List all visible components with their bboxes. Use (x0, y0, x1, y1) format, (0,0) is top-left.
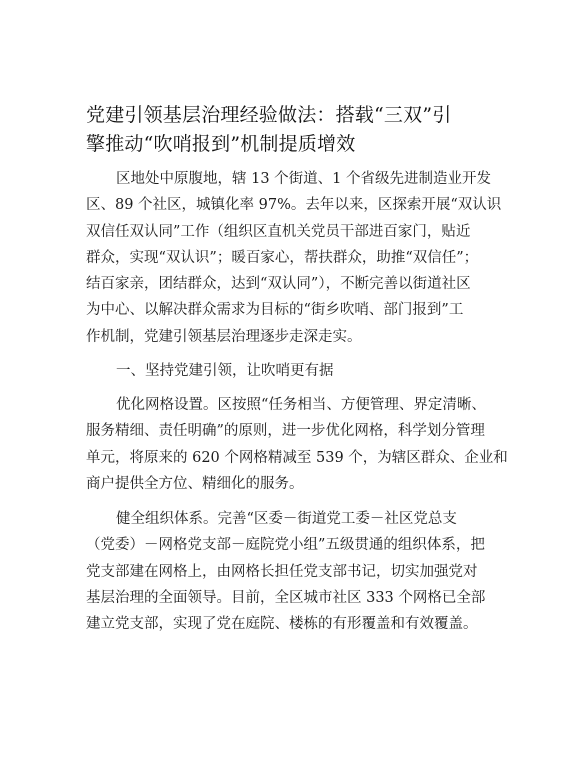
section-heading (86, 358, 506, 384)
paragraph-line: 区、89 个社区，城镇化率 97%。去年以来，区探索开展“双认识 (86, 197, 502, 214)
grid-paragraph (86, 392, 506, 497)
paragraph-line: 建立党支部，实现了党在庭院、楼栋的有形覆盖和有效覆盖。 (86, 616, 478, 633)
intro-paragraph (86, 166, 506, 350)
paragraph-line: 优化网格设置。区按照“任务相当、方便管理、界定清晰、 (116, 397, 486, 413)
title-line-1: 党建引领基层治理经验做法：搭载“三双”引 (86, 104, 452, 126)
title-line-2: 擎推动“吹哨报到”机制提质增效 (86, 133, 356, 155)
paragraph-line: 为中心、以解决群众需求为目标的“街乡吹哨、部门报到”工 (86, 302, 464, 319)
paragraph-line: 作机制，党建引领基层治理逐步走深走实。 (86, 328, 362, 345)
paragraph-line: 党支部建在网格上，由网格长担任党支部书记，切实加强党对 (86, 563, 478, 580)
document-title (86, 101, 506, 159)
paragraph-line: 单元，将原来的 620 个网格精减至 539 个，为辖区群众、企业和 (86, 449, 508, 466)
organization-paragraph (86, 506, 506, 637)
paragraph-line: 健全组织体系。完善“区委－街道党工委－社区党总支 (116, 511, 457, 527)
paragraph-line: 群众，实现“双认识”；暖百家心，帮扶群众，助推“双信任”； (86, 249, 479, 266)
paragraph-line: 商户提供全方位、精细化的服务。 (86, 475, 304, 492)
paragraph-line: 结百家亲，团结群众，达到“双认同”），不断完善以街道社区 (86, 276, 471, 293)
paragraph-line: 基层治理的全面领导。目前，全区城市社区 333 个网格已全部 (86, 589, 486, 606)
paragraph-line: 双信任双认同”工作（组织区直机关党员干部进百家门，贴近 (86, 223, 471, 240)
paragraph-line: 区地处中原腹地，辖 13 个街道、1 个省级先进制造业开发 (116, 171, 492, 187)
paragraph-line: （党委）－网格党支部－庭院党小组”五级贯通的组织体系，把 (86, 537, 485, 554)
section-heading-text: 一、坚持党建引领，让吹哨更有据 (116, 363, 334, 379)
paragraph-line: 服务精细、责任明确”的原则，进一步优化网格，科学划分管理 (86, 423, 485, 440)
